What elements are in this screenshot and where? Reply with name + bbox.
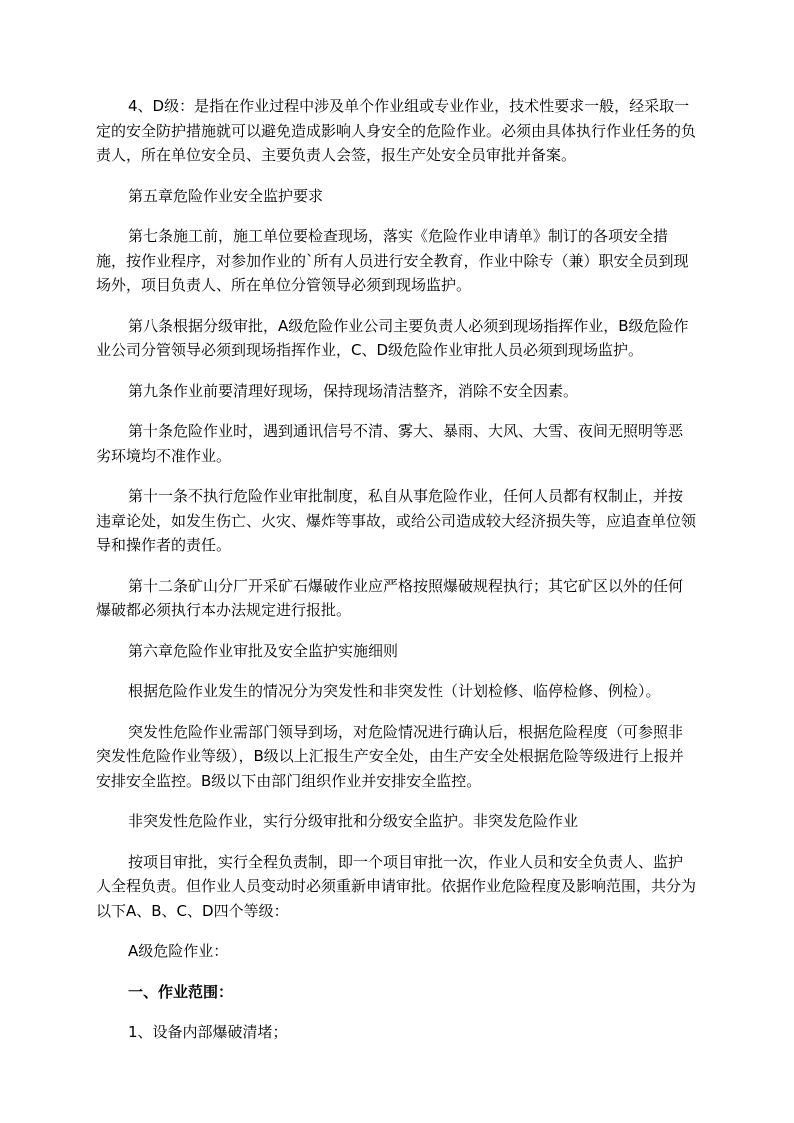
article-12: 第十二条矿山分厂开采矿石爆破作业应严格按照爆破规程执行；其它矿区以外的任何爆破都必须执行本办法规定进行报批。 [96,576,684,619]
article-9: 第九条作业前要清理好现场，保持现场清洁整齐，消除不安全因素。 [128,381,579,400]
article-7: 第七条施工前，施工单位要检查现场，落实《危险作业申请单》制订的各项安全措施，按作业程序，对参加作业的`所有人员进行安全教育，作业中除专（兼）职安全员到现场外，项目负责人、所在单位分管领导必须到现场监护。 [96,227,689,294]
non-sudden-work-paragraph: 非突发性危险作业，实行分级审批和分级安全监护。非突发危险作业 [128,812,579,830]
a-level-heading: A级危险作业： [128,942,229,960]
article-10: 第十条危险作业时，遇到通讯信号不清、雾大、暴雨、大风、大雪、夜间无照明等恶劣环境均不准作业。 [96,422,684,465]
classification-paragraph: 根据危险作业发生的情况分为突发性和非突发性（计划检修、临停检修、例检）。 [128,682,661,700]
document-body [96,94,696,1045]
chapter-6-heading: 第六章危险作业审批及安全监护实施细则 [128,641,399,660]
article-11: 第十一条不执行危险作业审批制度，私自从事危险作业，任何人员都有权制止，并按违章论处，如发生伤亡、火灾、爆炸等事故，或给公司造成较大经济损失等，应追查单位领导和操作者的责任。 [96,487,697,554]
sudden-work-paragraph: 突发性危险作业需部门领导到场，对危险情况进行确认后，根据危险程度（可参照非突发性危险作业等级），B级以上汇报生产安全处，由生产安全处根据危险等级进行上报并安排安全监控。B级以下由部门组织作业并安排安全监控。 [96,722,684,790]
project-approval-paragraph: 按项目审批，实行全程负责制，即一个项目审批一次，作业人员和安全负责人、监护人全程负责。但作业人员变动时必须重新申请审批。依据作业危险程度及影响范围，共分为以下A、B、C、D四个等级： [96,852,697,920]
scope-heading: 一、作业范围： [128,982,234,1001]
paragraph-d-level: 4、D级：是指在作业过程中涉及单个作业组或专业作业，技术性要求一般，经采取一定的安全防护措施就可以避免造成影响人身安全的危险作业。必须由具体执行作业任务的负责人，所在单位安全员、主要负责人会签，报生产处安全员审批并备案。 [96,97,697,164]
article-8: 第八条根据分级审批，A级危险作业公司主要负责人必须到现场指挥作业，B级危险作业公司分管领导必须到现场指挥作业，C、D级危险作业审批人员必须到现场监护。 [96,316,689,359]
chapter-5-heading: 第五章危险作业安全监护要求 [128,186,324,205]
scope-item-1: 1、设备内部爆破清堵； [128,1023,288,1041]
